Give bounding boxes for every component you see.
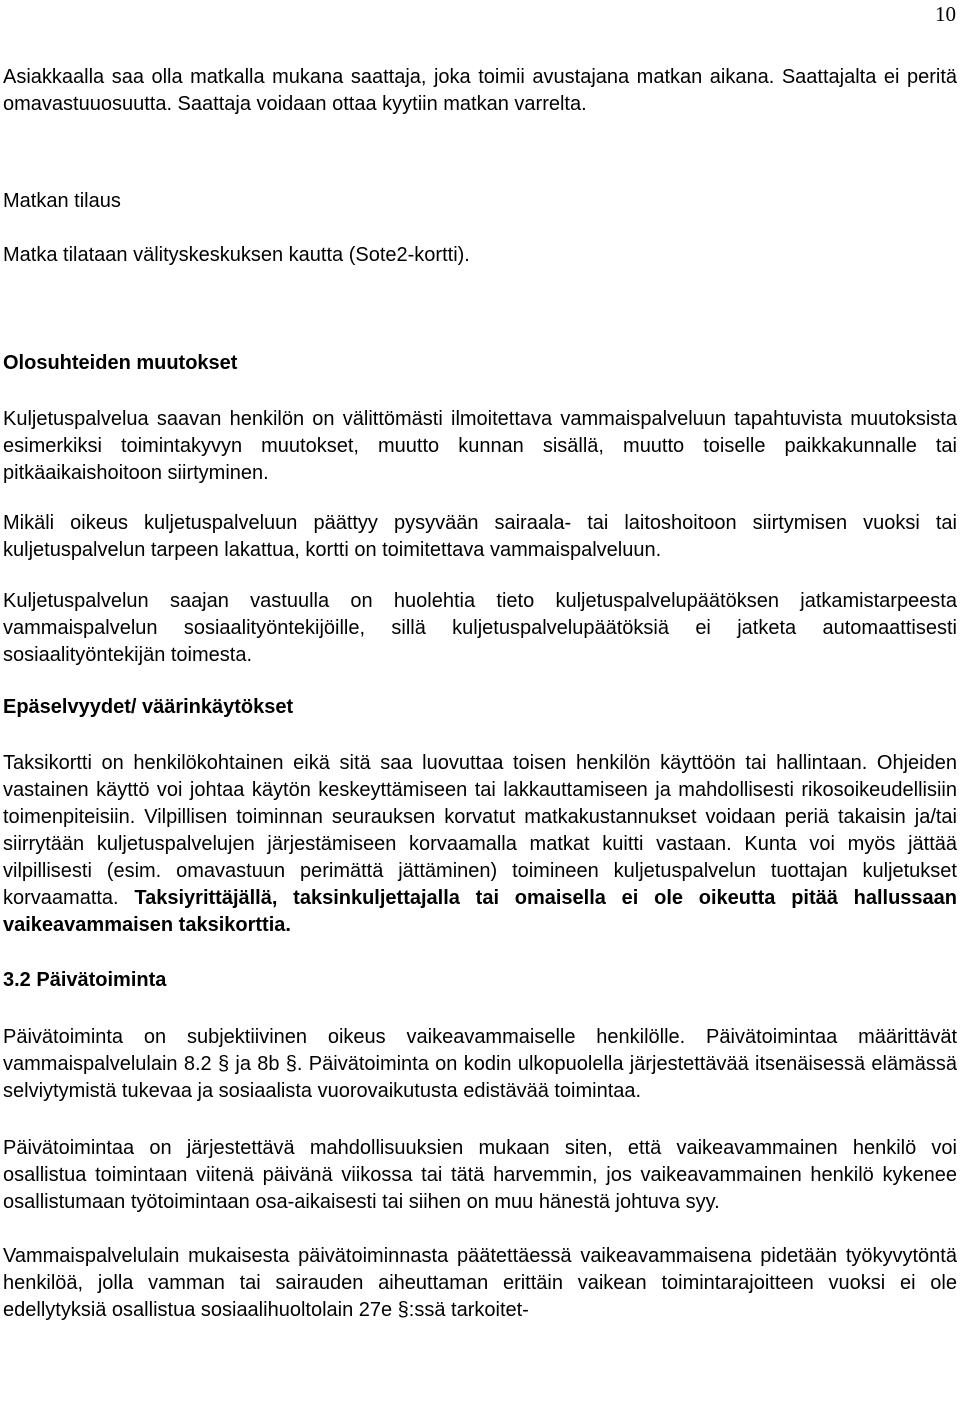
paragraph-vaarinkaytokset: [3, 750, 957, 939]
paragraph-saattaja: Asiakkaalla saa olla matkalla mukana saattaja, joka toimii avustajana matkan aikana. Saattajalta ei peritä omavastuuosuutta. Saattaja voidaan ottaa kyytiin matkan varrelta.: [3, 66, 957, 115]
paragraph-paivatoiminta-oikeus: Päivätoiminta on subjektiivinen oikeus vaikeavammaiselle henkilölle. Päivätoimintaa määrittävät vammaispalvelulain 8.2 § ja 8b §. Päivätoiminta on kodin ulkopuolella järjestettävää itsenäisessä elämässä selviytymistä tukevaa ja sosiaalista vuorovaikutusta edistävää toimintaa.: [3, 1026, 957, 1102]
heading-olosuhteiden-muutokset: Olosuhteiden muutokset: [3, 352, 238, 374]
paragraph-kortin-palautus: Mikäli oikeus kuljetuspalveluun päättyy pysyvään sairaala- tai laitoshoitoon siirtymisen vuoksi tai kuljetuspalvelun tarpeen lakattua, kortti on toimitettava vammaispalveluun.: [3, 512, 957, 561]
paragraph-muutoksista-ilmoittaminen: Kuljetuspalvelua saavan henkilön on välittömästi ilmoitettava vammaispalveluun tapahtuvista muutoksista esimerkiksi toimintakyvyn muutokset, muutto kunnan sisällä, muutto toiselle paikkakunnalle tai pitkäaikaishoitoon siirtyminen.: [3, 408, 957, 484]
heading-paivatoiminta: 3.2 Päivätoiminta: [3, 969, 167, 991]
heading-matkan-tilaus: Matkan tilaus: [3, 190, 121, 212]
paragraph-vaikeavammaisena-pidetaan: Vammaispalvelulain mukaisesta päivätoiminnasta päätettäessä vaikeavammaisena pidetään työkyvytöntä henkilöä, jolla vamman tai sairauden aiheuttaman erittäin vaikean toimintarajoitteen vuoksi ei ole edellytyksiä osallistua sosiaalihuoltolain 27e §:ssä tarkoitet-: [3, 1245, 957, 1321]
vaarinkaytokset-bold-text: Taksiyrittäjällä, taksinkuljettajalla tai omaisella ei ole oikeutta pitää hallussaan vaikeavammaisen taksikorttia.: [3, 887, 958, 936]
vaarinkaytokset-text: Taksikortti on henkilökohtainen eikä sitä saa luovuttaa toisen henkilön käyttöön tai hallintaan. Ohjeiden vastainen käyttö voi johtaa käytön keskeyttämiseen tai lakkauttamiseen ja mahdollisesti rikosoikeudellisiin toimenpiteisiin. Vilpillisen toiminnan seurauksen korvatut matkakustannukset voidaan periä takaisin ja/tai siirrytään kuljetuspalvelujen järjestämiseen korvaamalla matkat kuitti vastaan. Kunta voi myös jättää vilpillisesti (esim. omavastuun perimättä jättäminen) toimineen kuljetuspalvelun tuottajan kuljetukset korvaamatta.: [3, 752, 957, 909]
paragraph-saajan-vastuu: Kuljetuspalvelun saajan vastuulla on huolehtia tieto kuljetuspalvelupäätöksen jatkamistarpeesta vammaispalvelun sosiaalityöntekijöille, sillä kuljetuspalvelupäätöksiä ei jatketa automaattisesti sosiaalityöntekijän toimesta.: [3, 590, 957, 666]
heading-epaselvyydet: Epäselvyydet/ väärinkäytökset: [3, 696, 294, 718]
page-number: 10: [935, 2, 956, 26]
document-body: [3, 64, 957, 1324]
paragraph-matkan-tilaus: Matka tilataan välityskeskuksen kautta (Sote2-kortti).: [3, 244, 470, 266]
paragraph-paivatoiminta-jarjestaminen: Päivätoimintaa on järjestettävä mahdollisuuksien mukaan siten, että vaikeavammainen henkilö voi osallistua toimintaan viitenä päivänä viikossa tai tätä harvemmin, jos vaikeavammainen henkilö kykenee osallistumaan työtoimintaan osa-aikaisesti tai siihen on muu hänestä johtuva syy.: [3, 1137, 957, 1213]
